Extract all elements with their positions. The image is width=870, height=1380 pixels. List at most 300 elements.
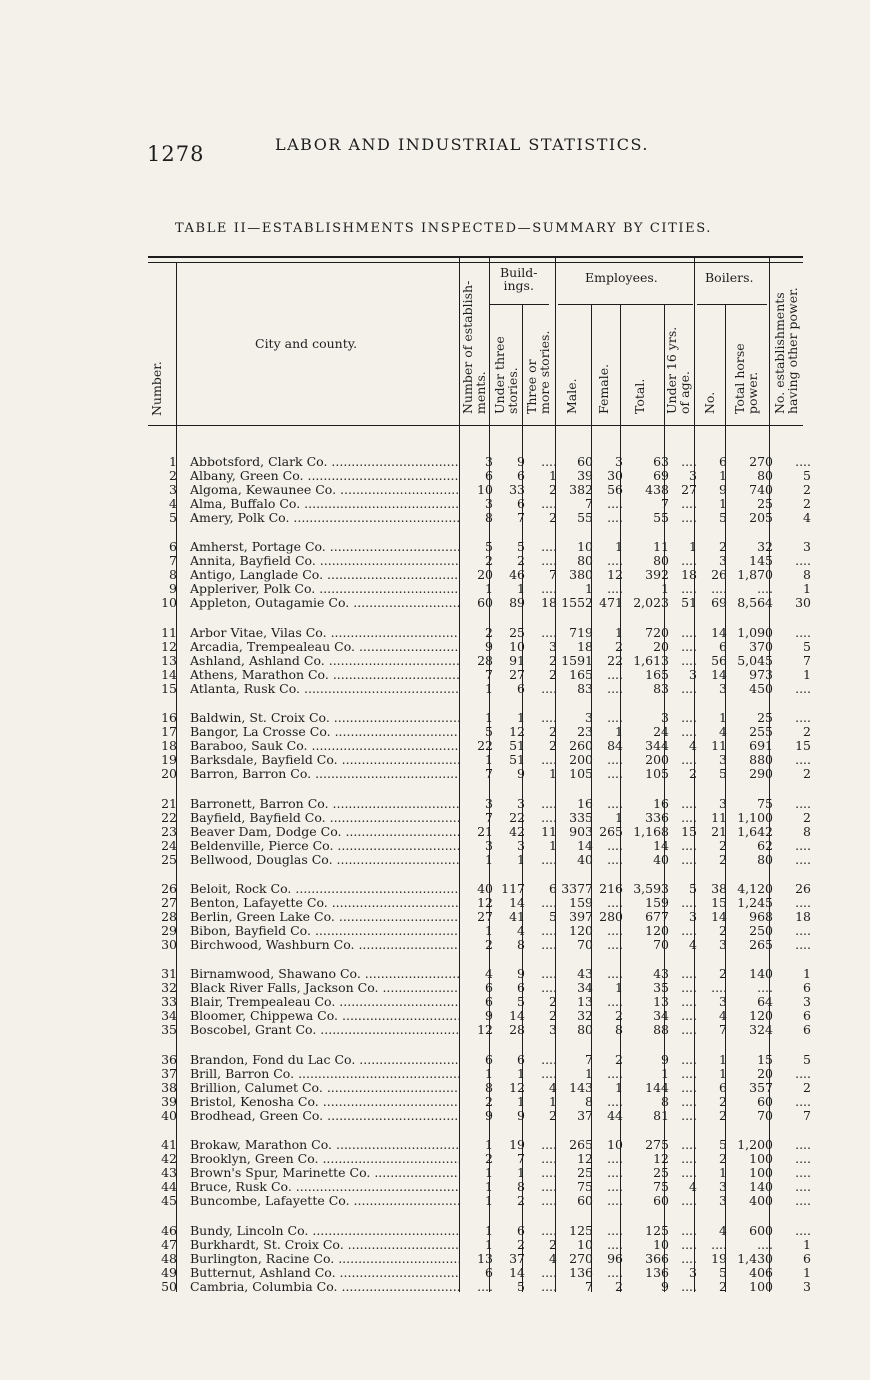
- under-16-cell: 27: [681, 482, 697, 497]
- boilers-no-cell: 14: [711, 666, 727, 682]
- boilers-no-cell: 14: [711, 909, 727, 924]
- table-row: [0, 739, 870, 753]
- under-three-cell: 6: [517, 468, 525, 483]
- table-row: [0, 1224, 870, 1238]
- female-cell: ....: [607, 553, 623, 569]
- establishments-cell: 1: [485, 1179, 493, 1195]
- female-cell: ....: [607, 1093, 623, 1109]
- under-three-cell: 6: [517, 1222, 525, 1238]
- city-name: Baldwin, St. Croix Co. .....: [190, 711, 460, 725]
- male-cell: 719: [569, 624, 593, 640]
- three-or-more-cell: 2: [549, 482, 557, 497]
- total-cell: 55: [653, 510, 669, 525]
- under-16-cell: ....: [681, 1008, 697, 1024]
- female-cell: ....: [607, 1264, 623, 1280]
- boilers-no-cell: 6: [719, 1079, 727, 1095]
- total-cell: 70: [653, 937, 669, 952]
- row-number: 25: [161, 851, 177, 867]
- total-cell: 2,023: [633, 595, 669, 611]
- table-row: [0, 910, 870, 924]
- boilers-no-cell: 38: [711, 881, 727, 896]
- table-row: [0, 497, 870, 511]
- under-16-cell: 3: [689, 666, 697, 682]
- three-or-more-cell: ....: [541, 581, 557, 597]
- male-cell: 265: [569, 1137, 593, 1153]
- other-power-cell: 2: [803, 1079, 811, 1095]
- female-cell: 1: [615, 809, 623, 825]
- horse-power-cell: 100: [749, 1165, 773, 1181]
- total-cell: 83: [653, 680, 669, 696]
- under-16-cell: 2: [689, 766, 697, 782]
- three-or-more-cell: ....: [541, 895, 557, 910]
- horse-power-cell: 140: [749, 966, 773, 982]
- under-three-cell: 6: [517, 980, 525, 996]
- table-row: [0, 1109, 870, 1123]
- male-cell: 75: [577, 1179, 593, 1195]
- horse-power-cell: 70: [757, 1107, 773, 1123]
- under-three-cell: 14: [509, 1008, 525, 1024]
- boilers-no-cell: 6: [719, 454, 727, 469]
- female-cell: 216: [599, 881, 623, 896]
- female-cell: ....: [607, 937, 623, 952]
- establishments-cell: 1: [485, 1165, 493, 1181]
- other-power-cell: 1: [803, 581, 811, 597]
- establishments-cell: 12: [477, 895, 493, 910]
- female-cell: ....: [607, 496, 623, 511]
- establishments-cell: 1: [485, 680, 493, 696]
- total-cell: 16: [653, 795, 669, 811]
- three-or-more-cell: 1: [549, 837, 557, 853]
- table-row: [0, 1180, 870, 1194]
- total-cell: 7: [661, 496, 669, 511]
- total-cell: 720: [645, 624, 669, 640]
- city-name: Berlin, Green Lake Co. .....: [190, 910, 460, 924]
- establishments-cell: 20: [477, 567, 493, 583]
- horse-power-cell: ....: [757, 980, 773, 996]
- row-number: 7: [169, 553, 177, 569]
- row-number: 15: [161, 680, 177, 696]
- male-cell: 10: [577, 539, 593, 555]
- other-power-cell: ....: [795, 1137, 811, 1153]
- horse-power-cell: 600: [749, 1222, 773, 1238]
- boilers-no-cell: 3: [719, 1193, 727, 1209]
- under-16-cell: 3: [689, 468, 697, 483]
- city-name: Beaver Dam, Dodge Co. .....: [190, 825, 460, 839]
- female-cell: 2: [615, 1278, 623, 1294]
- boilers-no-cell: 56: [711, 652, 727, 668]
- establishments-cell: 5: [485, 724, 493, 740]
- row-number: 24: [161, 837, 177, 853]
- three-or-more-cell: ....: [541, 937, 557, 952]
- establishments-cell: 2: [485, 1151, 493, 1167]
- female-cell: ....: [607, 1151, 623, 1167]
- female-cell: 2: [615, 1008, 623, 1024]
- table-title: TABLE II—ESTABLISHMENTS INSPECTED—SUMMARY BY CITIES.: [175, 221, 712, 236]
- establishments-cell: 9: [485, 1008, 493, 1024]
- total-cell: 35: [653, 980, 669, 996]
- row-number: 17: [161, 724, 177, 740]
- row-number: 10: [161, 595, 177, 611]
- other-power-cell: ....: [795, 1065, 811, 1081]
- horse-power-cell: 62: [757, 837, 773, 853]
- female-cell: 30: [607, 468, 623, 483]
- male-cell: 14: [577, 837, 593, 853]
- horse-power-cell: 15: [757, 1051, 773, 1067]
- horse-power-cell: 357: [749, 1079, 773, 1095]
- male-cell: 125: [569, 1222, 593, 1238]
- establishments-cell: 60: [477, 595, 493, 611]
- row-number: 28: [161, 909, 177, 924]
- male-cell: 32: [577, 1008, 593, 1024]
- establishments-cell: 2: [485, 937, 493, 952]
- total-cell: 1: [661, 581, 669, 597]
- under-16-cell: ....: [681, 851, 697, 867]
- establishments-cell: 7: [485, 766, 493, 782]
- total-cell: 105: [645, 766, 669, 782]
- horse-power-cell: 370: [749, 638, 773, 654]
- female-cell: ....: [607, 666, 623, 682]
- total-cell: 80: [653, 553, 669, 569]
- boilers-no-cell: 1: [719, 710, 727, 726]
- three-or-more-cell: 6: [549, 881, 557, 896]
- buildings-rule: [489, 304, 549, 305]
- under-three-cell: 28: [509, 1022, 525, 1038]
- header-male: Male.: [564, 378, 579, 414]
- header-total: Total.: [632, 378, 647, 414]
- under-16-cell: ....: [681, 1065, 697, 1081]
- establishments-cell: 12: [477, 1022, 493, 1038]
- male-cell: 105: [569, 766, 593, 782]
- boilers-no-cell: 4: [719, 1008, 727, 1024]
- under-16-cell: 18: [681, 567, 697, 583]
- total-cell: 120: [645, 923, 669, 938]
- table-row: [0, 582, 870, 596]
- city-name: Ashland, Ashland Co. .....: [190, 654, 460, 668]
- total-cell: 34: [653, 1008, 669, 1024]
- three-or-more-cell: ....: [541, 752, 557, 768]
- other-power-cell: ....: [795, 624, 811, 640]
- under-three-cell: 1: [517, 581, 525, 597]
- establishments-cell: 5: [485, 539, 493, 555]
- three-or-more-cell: ....: [541, 1193, 557, 1209]
- boilers-no-cell: 3: [719, 752, 727, 768]
- row-number: 3: [169, 482, 177, 497]
- horse-power-cell: 140: [749, 1179, 773, 1195]
- female-cell: 8: [615, 1022, 623, 1038]
- row-number: 21: [161, 795, 177, 811]
- male-cell: 1: [585, 581, 593, 597]
- city-name: Alma, Buffalo Co. .....: [190, 497, 460, 511]
- row-number: 33: [161, 994, 177, 1010]
- horse-power-cell: 450: [749, 680, 773, 696]
- female-cell: 84: [607, 738, 623, 754]
- male-cell: 60: [577, 1193, 593, 1209]
- establishments-cell: 21: [477, 823, 493, 839]
- city-name: Antigo, Langlade Co. .....: [190, 568, 460, 582]
- city-name: Black River Falls, Jackson Co. .....: [190, 981, 460, 995]
- table-row: [0, 596, 870, 610]
- male-cell: 903: [569, 823, 593, 839]
- boilers-no-cell: 2: [719, 539, 727, 555]
- total-cell: 88: [653, 1022, 669, 1038]
- female-cell: 1: [615, 1079, 623, 1095]
- male-cell: 397: [569, 909, 593, 924]
- under-16-cell: ....: [681, 1222, 697, 1238]
- city-name: Birnamwood, Shawano Co. .....: [190, 967, 460, 981]
- total-cell: 81: [653, 1107, 669, 1123]
- under-three-cell: 7: [517, 1151, 525, 1167]
- total-cell: 136: [645, 1264, 669, 1280]
- three-or-more-cell: ....: [541, 1165, 557, 1181]
- boilers-no-cell: ....: [711, 1236, 727, 1252]
- female-cell: 22: [607, 652, 623, 668]
- under-three-cell: 5: [517, 994, 525, 1010]
- header-female: Female.: [596, 363, 611, 414]
- other-power-cell: ....: [795, 1151, 811, 1167]
- male-cell: 7: [585, 1278, 593, 1294]
- under-three-cell: 2: [517, 553, 525, 569]
- other-power-cell: 26: [795, 881, 811, 896]
- table-row: [0, 1095, 870, 1109]
- table-row: [0, 811, 870, 825]
- boilers-no-cell: 4: [719, 724, 727, 740]
- boilers-rule: [697, 304, 767, 305]
- total-cell: 63: [653, 454, 669, 469]
- other-power-cell: 5: [803, 468, 811, 483]
- total-cell: 1,613: [633, 652, 669, 668]
- total-cell: 14: [653, 837, 669, 853]
- city-name: Athens, Marathon Co. .....: [190, 668, 460, 682]
- other-power-cell: 3: [803, 994, 811, 1010]
- table-row: [0, 554, 870, 568]
- row-number: 27: [161, 895, 177, 910]
- row-number: 36: [161, 1051, 177, 1067]
- establishments-cell: 9: [485, 1107, 493, 1123]
- establishments-cell: 1: [485, 1236, 493, 1252]
- horse-power-cell: 60: [757, 1093, 773, 1109]
- establishments-cell: 1: [485, 1137, 493, 1153]
- under-16-cell: ....: [681, 1236, 697, 1252]
- female-cell: ....: [607, 795, 623, 811]
- under-16-cell: ....: [681, 496, 697, 511]
- total-cell: 40: [653, 851, 669, 867]
- boilers-no-cell: 11: [711, 738, 727, 754]
- city-name: Bruce, Rusk Co. .....: [190, 1180, 460, 1194]
- other-power-cell: ....: [795, 895, 811, 910]
- row-number: 39: [161, 1093, 177, 1109]
- male-cell: 12: [577, 1151, 593, 1167]
- horse-power-cell: 250: [749, 923, 773, 938]
- table-row: [0, 1152, 870, 1166]
- under-three-cell: 2: [517, 1236, 525, 1252]
- under-three-cell: 14: [509, 895, 525, 910]
- male-cell: 55: [577, 510, 593, 525]
- female-cell: 1: [615, 980, 623, 996]
- total-cell: 438: [645, 482, 669, 497]
- table-row: [0, 1081, 870, 1095]
- three-or-more-cell: ....: [541, 809, 557, 825]
- under-16-cell: ....: [681, 724, 697, 740]
- table-row: [0, 1194, 870, 1208]
- other-power-cell: 7: [803, 652, 811, 668]
- city-name: Boscobel, Grant Co. .....: [190, 1023, 460, 1037]
- horse-power-cell: 1,200: [737, 1137, 773, 1153]
- boilers-no-cell: 1: [719, 1065, 727, 1081]
- under-three-cell: 51: [509, 752, 525, 768]
- table-row: [0, 1067, 870, 1081]
- male-cell: 80: [577, 1022, 593, 1038]
- row-number: 49: [161, 1264, 177, 1280]
- total-cell: 25: [653, 1165, 669, 1181]
- under-three-cell: 9: [517, 454, 525, 469]
- under-16-cell: ....: [681, 895, 697, 910]
- header-buildings: Build- ings.: [500, 265, 538, 293]
- three-or-more-cell: ....: [541, 923, 557, 938]
- other-power-cell: 3: [803, 1278, 811, 1294]
- three-or-more-cell: ....: [541, 980, 557, 996]
- header-number: Number.: [149, 361, 164, 416]
- under-three-cell: 1: [517, 1093, 525, 1109]
- other-power-cell: 2: [803, 496, 811, 511]
- establishments-cell: 6: [485, 994, 493, 1010]
- female-cell: 1: [615, 624, 623, 640]
- table-row: [0, 853, 870, 867]
- other-power-cell: 2: [803, 724, 811, 740]
- under-16-cell: ....: [681, 1278, 697, 1294]
- other-power-cell: ....: [795, 937, 811, 952]
- total-cell: 159: [645, 895, 669, 910]
- female-cell: 280: [599, 909, 623, 924]
- under-16-cell: 4: [689, 1179, 697, 1195]
- city-name: Arbor Vitae, Vilas Co. .....: [190, 626, 460, 640]
- male-cell: 34: [577, 980, 593, 996]
- male-cell: 3377: [561, 881, 593, 896]
- other-power-cell: 15: [795, 738, 811, 754]
- other-power-cell: 1: [803, 966, 811, 982]
- three-or-more-cell: 7: [549, 567, 557, 583]
- city-name: Bayfield, Bayfield Co. .....: [190, 811, 460, 825]
- row-number: 9: [169, 581, 177, 597]
- row-number: 29: [161, 923, 177, 938]
- under-three-cell: 12: [509, 724, 525, 740]
- male-cell: 7: [585, 496, 593, 511]
- three-or-more-cell: 2: [549, 666, 557, 682]
- boilers-no-cell: 5: [719, 1137, 727, 1153]
- three-or-more-cell: 3: [549, 1022, 557, 1038]
- header-under-16: Under 16 yrs. of age.: [664, 326, 692, 414]
- female-cell: 56: [607, 482, 623, 497]
- under-16-cell: ....: [681, 980, 697, 996]
- male-cell: 83: [577, 680, 593, 696]
- other-power-cell: ....: [795, 710, 811, 726]
- total-cell: 69: [653, 468, 669, 483]
- city-name: Benton, Lafayette Co. .....: [190, 896, 460, 910]
- boilers-no-cell: 2: [719, 1151, 727, 1167]
- three-or-more-cell: 18: [541, 595, 557, 611]
- under-16-cell: ....: [681, 553, 697, 569]
- under-16-cell: ....: [681, 994, 697, 1010]
- boilers-no-cell: 69: [711, 595, 727, 611]
- row-number: 19: [161, 752, 177, 768]
- other-power-cell: ....: [795, 795, 811, 811]
- under-16-cell: 3: [689, 909, 697, 924]
- boilers-no-cell: 2: [719, 1093, 727, 1109]
- city-name: Atlanta, Rusk Co. .....: [190, 682, 460, 696]
- header-other-power: No. establishments having other power.: [772, 287, 800, 414]
- under-16-cell: 15: [681, 823, 697, 839]
- under-three-cell: 51: [509, 738, 525, 754]
- horse-power-cell: 75: [757, 795, 773, 811]
- table-row: [0, 753, 870, 767]
- city-name: Abbotsford, Clark Co. .....: [190, 455, 460, 469]
- other-power-cell: ....: [795, 1193, 811, 1209]
- under-three-cell: 6: [517, 1051, 525, 1067]
- row-number: 35: [161, 1022, 177, 1038]
- other-power-cell: ....: [795, 1093, 811, 1109]
- horse-power-cell: 4,120: [737, 881, 773, 896]
- under-three-cell: 25: [509, 624, 525, 640]
- table-row: [0, 455, 870, 469]
- male-cell: 43: [577, 966, 593, 982]
- table-row: [0, 1238, 870, 1252]
- establishments-cell: 22: [477, 738, 493, 754]
- male-cell: 136: [569, 1264, 593, 1280]
- male-cell: 1591: [561, 652, 593, 668]
- horse-power-cell: 1,870: [737, 567, 773, 583]
- total-cell: 1,168: [633, 823, 669, 839]
- under-three-cell: 5: [517, 539, 525, 555]
- total-cell: 43: [653, 966, 669, 982]
- total-cell: 1: [661, 1065, 669, 1081]
- row-number: 14: [161, 666, 177, 682]
- three-or-more-cell: ....: [541, 1065, 557, 1081]
- other-power-cell: 6: [803, 1022, 811, 1038]
- other-power-cell: 1: [803, 1236, 811, 1252]
- under-16-cell: ....: [681, 1093, 697, 1109]
- horse-power-cell: 80: [757, 468, 773, 483]
- three-or-more-cell: 1: [549, 468, 557, 483]
- female-cell: ....: [607, 710, 623, 726]
- under-three-cell: 10: [509, 638, 525, 654]
- horse-power-cell: 324: [749, 1022, 773, 1038]
- row-number: 13: [161, 652, 177, 668]
- boilers-no-cell: 1: [719, 496, 727, 511]
- table-row: [0, 938, 870, 952]
- row-number: 31: [161, 966, 177, 982]
- table-row: [0, 967, 870, 981]
- three-or-more-cell: ....: [541, 454, 557, 469]
- total-cell: 75: [653, 1179, 669, 1195]
- under-three-cell: 4: [517, 923, 525, 938]
- male-cell: 18: [577, 638, 593, 654]
- total-cell: 144: [645, 1079, 669, 1095]
- male-cell: 382: [569, 482, 593, 497]
- female-cell: 3: [615, 454, 623, 469]
- establishments-cell: ....: [477, 1278, 493, 1294]
- city-name: Burlington, Racine Co. .....: [190, 1252, 460, 1266]
- establishments-cell: 6: [485, 1264, 493, 1280]
- establishments-cell: 28: [477, 652, 493, 668]
- female-cell: ....: [607, 1065, 623, 1081]
- horse-power-cell: 205: [749, 510, 773, 525]
- page-number: 1278: [147, 142, 205, 166]
- under-three-cell: 7: [517, 510, 525, 525]
- row-number: 22: [161, 809, 177, 825]
- male-cell: 143: [569, 1079, 593, 1095]
- city-name: Bundy, Lincoln Co. .....: [190, 1224, 460, 1238]
- male-cell: 60: [577, 454, 593, 469]
- three-or-more-cell: 5: [549, 909, 557, 924]
